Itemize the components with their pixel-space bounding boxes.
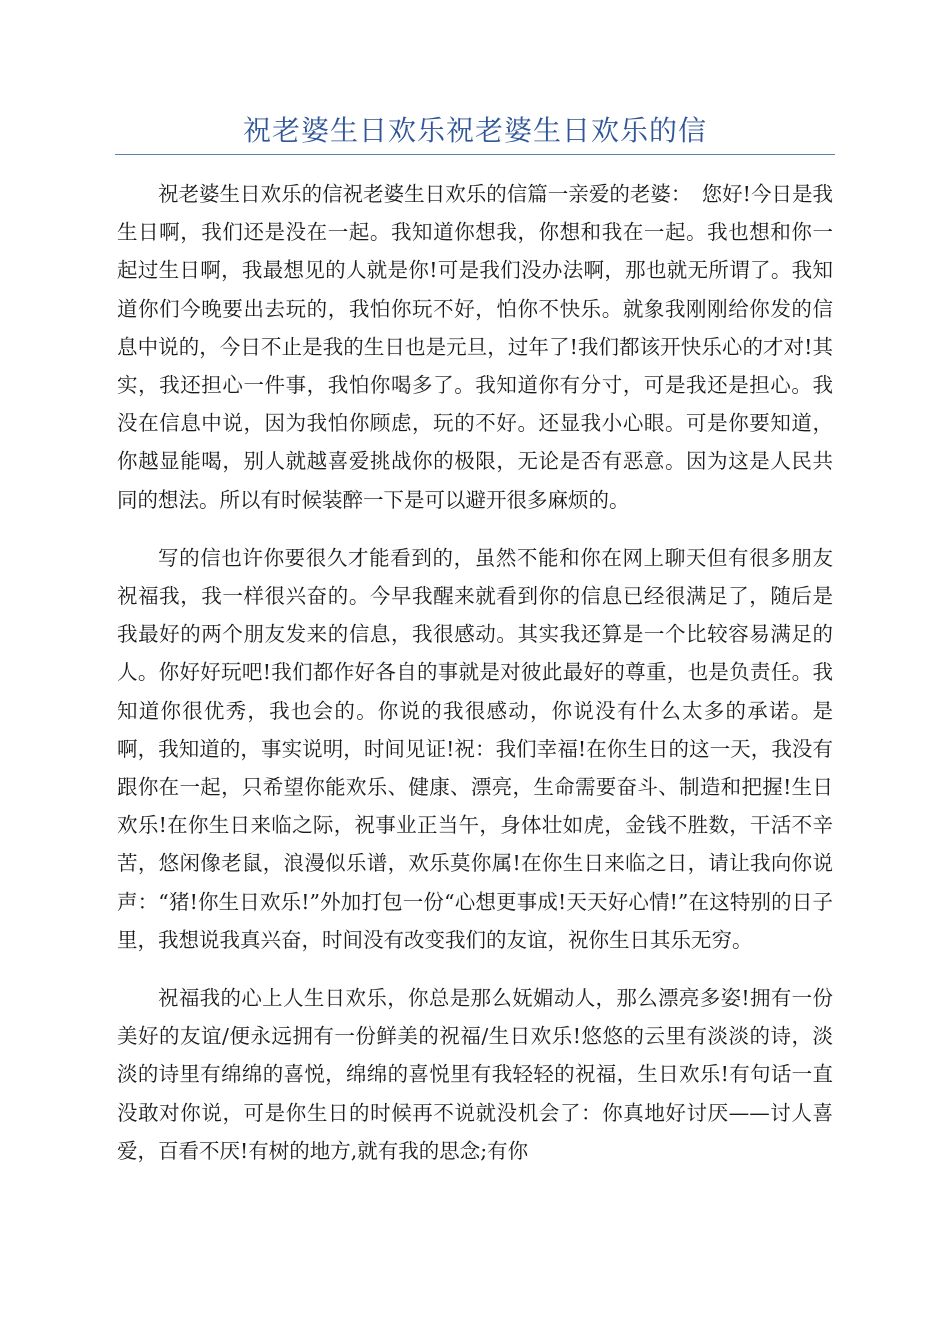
document-body [117,175,833,1190]
paragraph-2: 写的信也许你要很久才能看到的，虽然不能和你在网上聊天但有很多朋友祝福我，我一样很兴奋的。今早我醒来就看到你的信息已经很满足了，随后是我最好的两个朋友发来的信息，我很感动。其实我还算是一个比较容易满足的人。你好好玩吧!我们都作好各自的事就是对彼此最好的尊重，也是负责任。我知道你很优秀，我也会的。你说的我很感动，你说没有什么太多的承诺。是啊，我知道的，事实说明，时间见证!祝：我们幸福!在你生日的这一天，我没有跟你在一起，只希望你能欢乐、健康、漂亮，生命需要奋斗、制造和把握!生日欢乐!在你生日来临之际，祝事业正当午，身体壮如虎，金钱不胜数，干活不辛苦，悠闲像老鼠，浪漫似乐谱，欢乐莫你属!在你生日来临之日，请让我向你说声：“猪!你生日欢乐!”外加打包一份“心想更事成!天天好心情!”在这特别的日子里，我想说我真兴奋，时间没有改变我们的友谊，祝你生日其乐无穷。 [117,545,833,952]
page-title: 祝老婆生日欢乐祝老婆生日欢乐的信 [242,114,707,147]
paragraph-3: 祝福我的心上人生日欢乐，你总是那么妩媚动人，那么漂亮多姿!拥有一份美好的友谊/便永远拥有一份鲜美的祝福/生日欢乐!悠悠的云里有淡淡的诗，淡淡的诗里有绵绵的喜悦，绵绵的喜悦里有我轻轻的祝福，生日欢乐!有句话一直没敢对你说，可是你生日的时候再不说就没机会了：你真地好讨厌——讨人喜爱，百看不厌!有树的地方,就有我的思念;有你 [117,986,833,1163]
paragraph-1: 祝老婆生日欢乐的信祝老婆生日欢乐的信篇一亲爱的老婆： 您好!今日是我生日啊，我们还是没在一起。我知道你想我，你想和我在一起。我也想和你一起过生日啊，我最想见的人就是你!可是我们没办法啊，那也就无所谓了。我知道你们今晚要出去玩的，我怕你玩不好，怕你不快乐。就象我刚刚给你发的信息中说的，今日不止是我的生日也是元旦，过年了!我们都该开快乐心的才对!其实，我还担心一件事，我怕你喝多了。我知道你有分寸，可是我还是担心。我没在信息中说，因为我怕你顾虑，玩的不好。还显我小心眼。可是你要知道，你越显能喝，别人就越喜爱挑战你的极限，无论是否有恶意。因为这是人民共同的想法。所以有时候装醉一下是可以避开很多麻烦的。 [117,182,833,512]
title-block [115,112,835,155]
